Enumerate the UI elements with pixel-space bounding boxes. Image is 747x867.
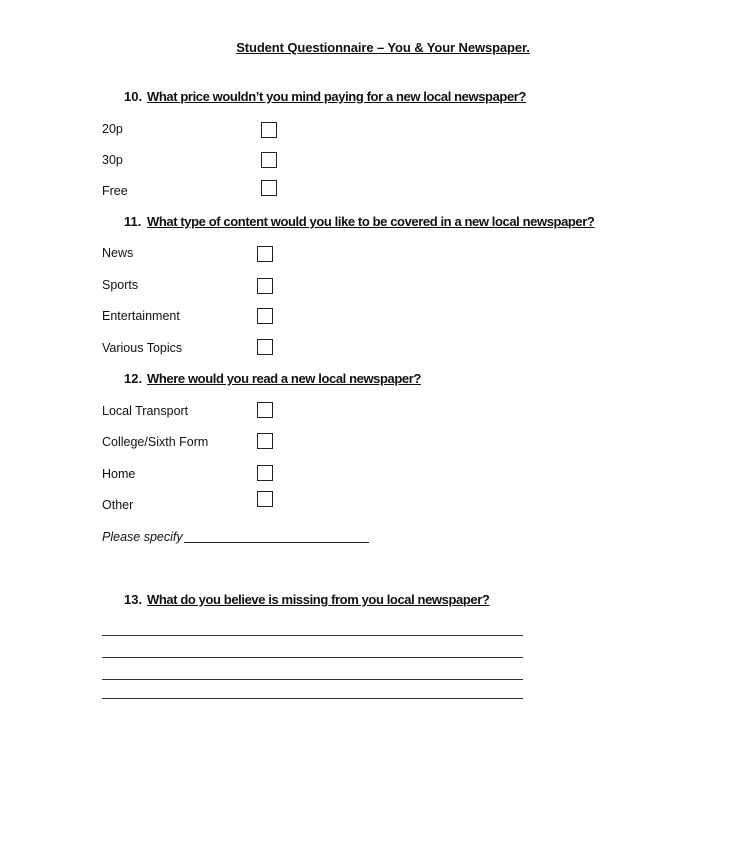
question-number: 11. <box>124 214 142 229</box>
checkbox-home[interactable] <box>257 465 273 481</box>
question-number: 12. <box>124 371 143 386</box>
option-label: Home <box>102 467 136 481</box>
checkbox-various-topics[interactable] <box>257 339 273 355</box>
checkbox-news[interactable] <box>257 246 273 262</box>
answer-line[interactable] <box>102 698 523 699</box>
answer-line[interactable] <box>102 657 523 658</box>
please-specify-field[interactable] <box>184 542 369 543</box>
checkbox-30p[interactable] <box>261 152 277 168</box>
answer-line[interactable] <box>102 679 523 680</box>
question-text: What price wouldn’t you mind paying for a new local newspaper? <box>147 89 526 104</box>
option-label: Free <box>102 184 128 198</box>
checkbox-free[interactable] <box>261 180 277 196</box>
option-label: Sports <box>102 278 139 292</box>
question-text: What type of content would you like to be covered in a new local newspaper? <box>147 214 595 229</box>
option-label: News <box>102 246 134 260</box>
checkbox-college-sixth-form[interactable] <box>257 433 273 449</box>
option-label: Entertainment <box>102 309 180 323</box>
checkbox-20p[interactable] <box>261 122 277 138</box>
option-label: College/Sixth Form <box>102 435 209 449</box>
checkbox-local-transport[interactable] <box>257 402 273 418</box>
checkbox-other[interactable] <box>257 491 273 507</box>
checkbox-sports[interactable] <box>257 278 273 294</box>
option-label: Other <box>102 498 134 512</box>
please-specify-label: Please specify <box>102 530 183 544</box>
option-label: 30p <box>102 153 123 167</box>
document-title: Student Questionnaire – You & Your Newspaper. <box>236 40 530 55</box>
question-number: 13. <box>124 592 143 607</box>
question-number: 10. <box>124 89 143 104</box>
question-text: What do you believe is missing from you local newspaper? <box>147 592 490 607</box>
checkbox-entertainment[interactable] <box>257 308 273 324</box>
option-label: Various Topics <box>102 341 183 355</box>
option-label: 20p <box>102 122 123 136</box>
option-label: Local Transport <box>102 404 189 418</box>
question-text: Where would you read a new local newspaper? <box>147 371 421 386</box>
answer-line[interactable] <box>102 635 523 636</box>
